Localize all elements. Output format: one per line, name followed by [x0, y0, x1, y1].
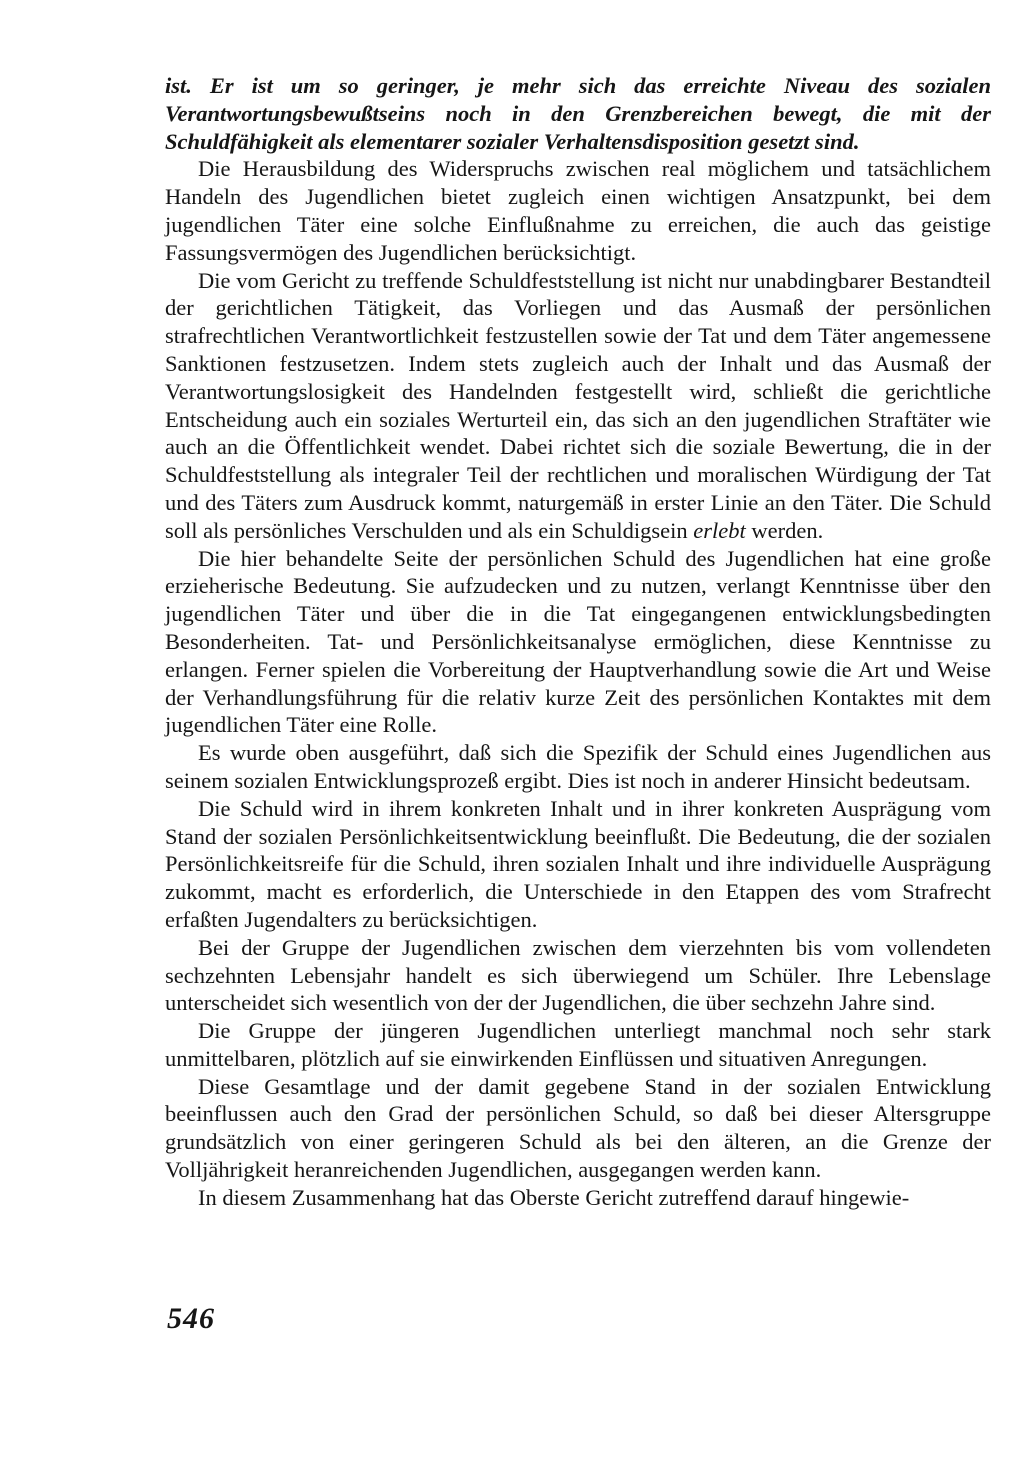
- document-body: [165, 72, 991, 1212]
- paragraph-tail: werden.: [751, 517, 824, 543]
- paragraph-last: In diesem Zusammenhang hat das Oberste Gericht zutreffend darauf hingewie-: [198, 1184, 910, 1210]
- paragraph: Diese Gesamtlage und der damit gegebene Stand in der sozialen Entwicklung beeinflussen auch den Grad der persönlichen Schuld, so daß bei dieser Altersgruppe grundsätzlich von einer geringeren Schuld als bei den älteren, an die Grenze der Volljährigkeit heranreichenden Jugendlichen, ausgegangen werden kann.: [165, 1073, 991, 1183]
- paragraph: Es wurde oben ausgeführt, daß sich die Spezifik der Schuld eines Jugendlichen aus seinem sozialen Entwicklungsprozeß ergibt. Dies ist noch in anderer Hinsicht bedeutsam.: [165, 740, 991, 793]
- paragraph: Die Herausbildung des Widerspruchs zwischen real möglichem und tatsächlichem Handeln des Jugendlichen bietet zugleich einen wichtigen Ansatzpunkt, bei dem jugendlichen Täter eine solche Einflußnahme zu erreichen, die auch das geistige Fassungsvermögen des Jugendlichen berücksichtigt.: [165, 156, 991, 265]
- paragraph: Die Schuld wird in ihrem konkreten Inhalt und in ihrer konkreten Ausprägung vom Stand der sozialen Persönlichkeitsentwicklung beeinflußt. Die Bedeutung, die der sozialen Persönlichkeitsreife für die Schuld, ihren sozialen Inhalt und ihre individuelle Ausprägung zukommt, macht es erforderlich, die Unterschiede in den Etappen des vom Strafrecht erfaßten Jugendalters zu berücksichtigen.: [165, 795, 991, 932]
- paragraph: Die hier behandelte Seite der persönlichen Schuld des Jugendlichen hat eine große erzieherische Bedeutung. Sie aufzudecken und zu nutzen, verlangt Kenntnisse über den jugendlichen Täter und über die in die Tat eingegangenen entwicklungsbedingten Besonderheiten. Tat- und Persönlichkeitsanalyse ermöglichen, diese Kenntnisse zu erlangen. Ferner spielen die Vorbereitung der Hauptverhandlung sowie die Art und Weise der Verhandlungsführung für die relativ kurze Zeit des persönlichen Kontaktes mit dem jugendlichen Täter eine Rolle.: [165, 545, 991, 738]
- paragraph: Die Gruppe der jüngeren Jugendlichen unterliegt manchmal noch sehr stark unmittelbaren, plötzlich auf sie einwirkenden Einflüssen und situativen Anregungen.: [165, 1018, 991, 1071]
- paragraph-text: Die vom Gericht zu treffende Schuldfeststellung ist nicht nur unabdingbarer Bestandteil der gerichtlichen Tätigkeit, das Vorliegen und das Ausmaß der persönlichen strafrechtlichen Verantwortlichkeit festzustellen sowie der Tat und dem Täter angemessene Sanktionen festzusetzen. Indem stets zugleich auch der Inhalt und das Ausmaß der Verantwortungslosigkeit des Handelnden festgestellt wird, schließt die gerichtliche Entscheidung auch ein soziales Werturteil ein, das sich an den jugendlichen Straftäter wie auch an die Öffentlichkeit wendet. Dabei richtet sich die soziale Bewertung, die in der Schuldfeststellung als integraler Teil der rechtlichen und moralischen Würdigung der Tat und des Täters zum Ausdruck kommt, naturgemäß in erster Linie an den Täter. Die Schuld soll als persönliches Verschulden und als ein Schuldigsein: [165, 267, 991, 543]
- page-number: 546: [167, 1302, 215, 1335]
- paragraph-with-emphasis: [165, 267, 991, 545]
- emphasis-text: erlebt: [693, 517, 746, 543]
- paragraph-continuation: ist. Er ist um so geringer, je mehr sich das erreichte Niveau des sozialen Verantwortungsbewußtseins noch in den Grenzbereichen bewegt, die mit der Schuldfähigkeit als elementarer sozialer Verhaltensdisposition gesetzt sind.: [165, 73, 991, 154]
- paragraph: Bei der Gruppe der Jugendlichen zwischen dem vierzehnten bis vom vollendeten sechzehnten Lebensjahr handelt es sich überwiegend um Schüler. Ihre Lebenslage unterscheidet sich wesentlich von der der Jugendlichen, die über sechzehn Jahre sind.: [165, 934, 991, 1016]
